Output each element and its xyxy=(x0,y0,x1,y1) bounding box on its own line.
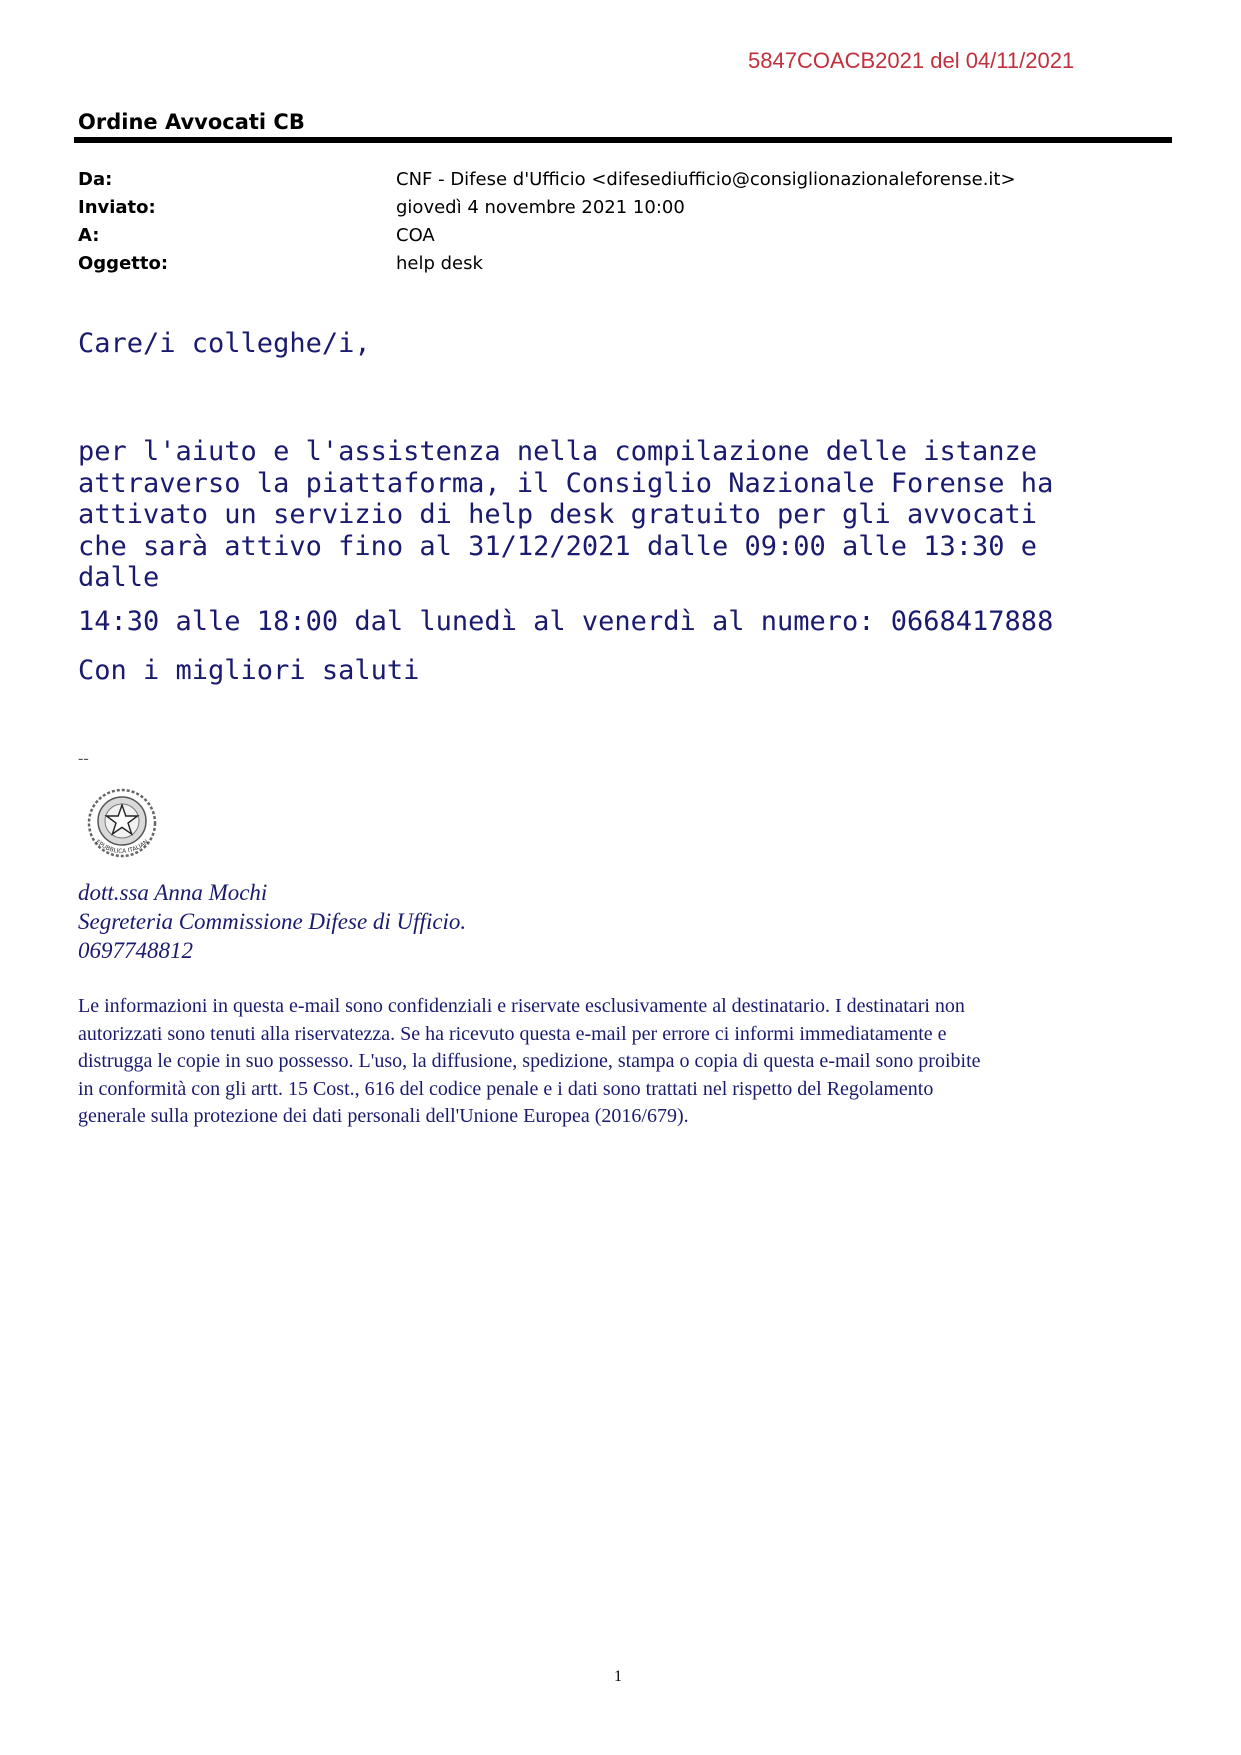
org-title: Ordine Avvocati CB xyxy=(78,110,305,134)
to-label: A: xyxy=(78,225,100,246)
disclaimer-line: Le informazioni in questa e-mail sono confidenziali e riservate esclusivamente al destinatario. I destinatari non xyxy=(78,995,965,1017)
subject-row xyxy=(78,250,1016,278)
emblem-text: EPUBBLICA ITALIAN xyxy=(94,838,150,856)
disclaimer-line: in conformità con gli artt. 15 Cost., 616 del codice penale e i dati sono trattati nel rispetto del Regolamento xyxy=(78,1077,934,1100)
body-paragraph xyxy=(78,436,1053,594)
signature-name: dott.ssa Anna Mochi xyxy=(78,880,268,905)
signature-block xyxy=(78,878,466,965)
signature-separator: -- xyxy=(78,750,89,767)
signature-role: Segreteria Commissione Difese di Ufficio. xyxy=(78,909,467,934)
from-row xyxy=(78,166,1016,194)
page-number: 1 xyxy=(614,1668,622,1685)
republic-emblem-icon xyxy=(84,785,160,863)
subject-label: Oggetto: xyxy=(78,253,169,274)
paragraph-line: dalle xyxy=(78,562,160,593)
disclaimer-line: generale sulla protezione dei dati personali dell'Unione Europea (2016/679). xyxy=(78,1105,689,1127)
paragraph-line: per l'aiuto e l'assistenza nella compilazione delle istanze xyxy=(78,436,1038,467)
subject-value: help desk xyxy=(396,253,483,274)
from-label: Da: xyxy=(78,169,113,190)
paragraph-line: attivato un servizio di help desk gratuito per gli avvocati xyxy=(78,499,1038,530)
email-header-table xyxy=(78,166,1016,278)
to-value: COA xyxy=(396,225,435,246)
confidentiality-disclaimer xyxy=(78,993,1178,1131)
sent-value: giovedì 4 novembre 2021 10:00 xyxy=(396,197,685,218)
protocol-stamp: 5847COACB2021 del 04/11/2021 xyxy=(748,48,1075,73)
to-row xyxy=(78,222,1016,250)
closing: Con i migliori saluti xyxy=(78,655,420,686)
paragraph-line: che sarà attivo fino al 31/12/2021 dalle 09:00 alle 13:30 e xyxy=(78,530,1038,562)
hours-line: 14:30 alle 18:00 dal lunedì al venerdì al numero: 0668417888 xyxy=(78,606,1054,637)
disclaimer-line: distrugga le copie in suo possesso. L'uso, la diffusione, spedizione, stampa o copia di questa e-mail sono proibite xyxy=(78,1050,981,1072)
greeting: Care/i colleghe/i, xyxy=(78,328,371,359)
paragraph-line: attraverso la piattaforma, il Consiglio Nazionale Forense ha xyxy=(78,467,1054,499)
sent-row xyxy=(78,194,1016,222)
disclaimer-line: autorizzati sono tenuti alla riservatezza. Se ha ricevuto questa e-mail per errore ci informi immediatamente e xyxy=(78,1022,947,1045)
sent-label: Inviato: xyxy=(78,197,156,218)
header-divider xyxy=(74,137,1172,143)
signature-phone: 0697748812 xyxy=(78,938,193,963)
from-value: CNF - Difese d'Ufficio <difesediufficio@consiglionazionaleforense.it> xyxy=(396,169,1016,190)
